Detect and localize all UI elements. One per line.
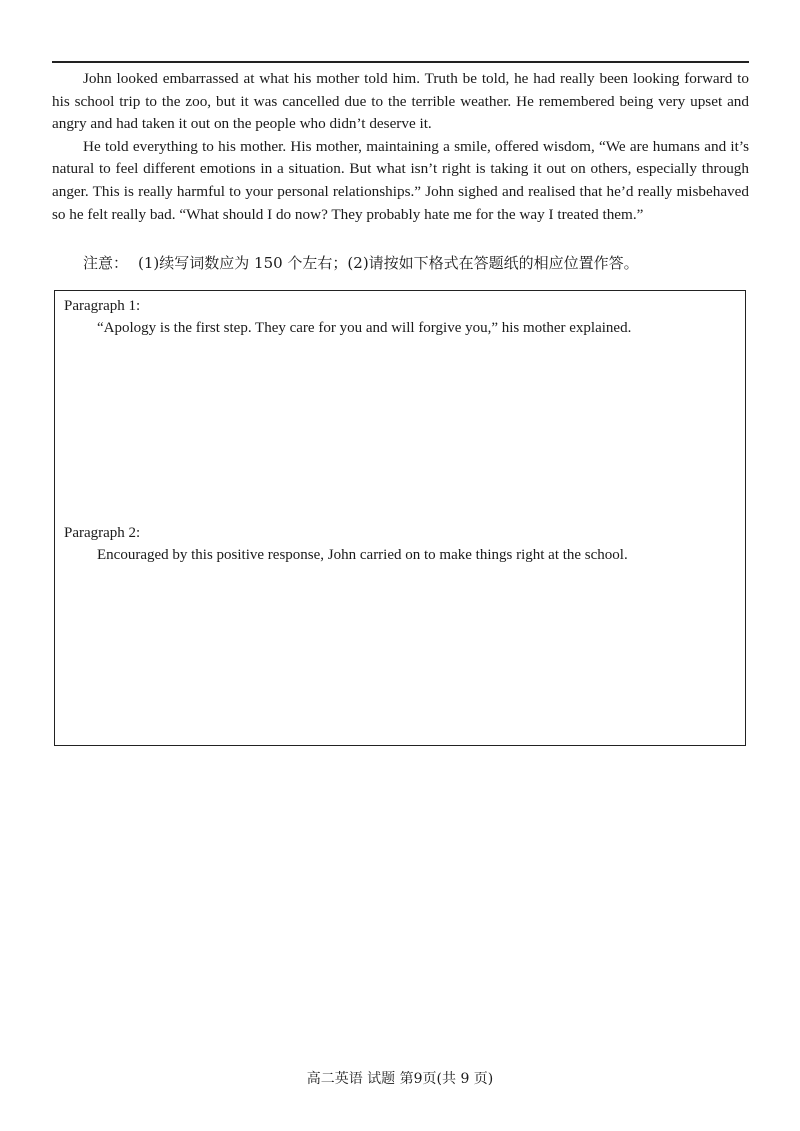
paragraph-1-label: Paragraph 1: xyxy=(64,298,141,314)
instruction-note xyxy=(83,253,639,273)
header-rule xyxy=(52,61,749,63)
story-paragraph-2: He told everything to his mother. His mother, maintaining a smile, offered wisdom, “We are humans and it’s natural to feel different emotions in a situation. But what isn’t right is taking it out on others, especially through anger. This is really harmful to your personal relationships.” John sighed and realised that he’d really misbehaved so he felt really bad. “What should I do now? They probably hate me for the way I treated them.” xyxy=(52,137,749,223)
page-footer: 高二英语 试题 第9页(共 9 页) xyxy=(306,1071,494,1087)
story-paragraph-1: John looked embarrassed at what his mother told him. Truth be told, he had really been looking forward to his school trip to the zoo, but it was cancelled due to the terrible weather. He remembered being very upset and angry and had taken it out on the people who didn’t deserve it. xyxy=(52,70,749,133)
paragraph-2-opening-sentence: Encouraged by this positive response, John carried on to make things right at the school. xyxy=(97,547,628,563)
paragraph-2-label: Paragraph 2: xyxy=(64,525,141,541)
paragraph-1-opening-sentence: “Apology is the first step. They care for you and will forgive you,” his mother explained. xyxy=(97,320,632,336)
note-label: 注意： xyxy=(83,254,129,272)
answer-box xyxy=(54,290,746,746)
note-text: (1)续写词数应为 150 个左右；(2)请按如下格式在答题纸的相应位置作答。 xyxy=(138,254,639,272)
story-text xyxy=(52,68,749,226)
